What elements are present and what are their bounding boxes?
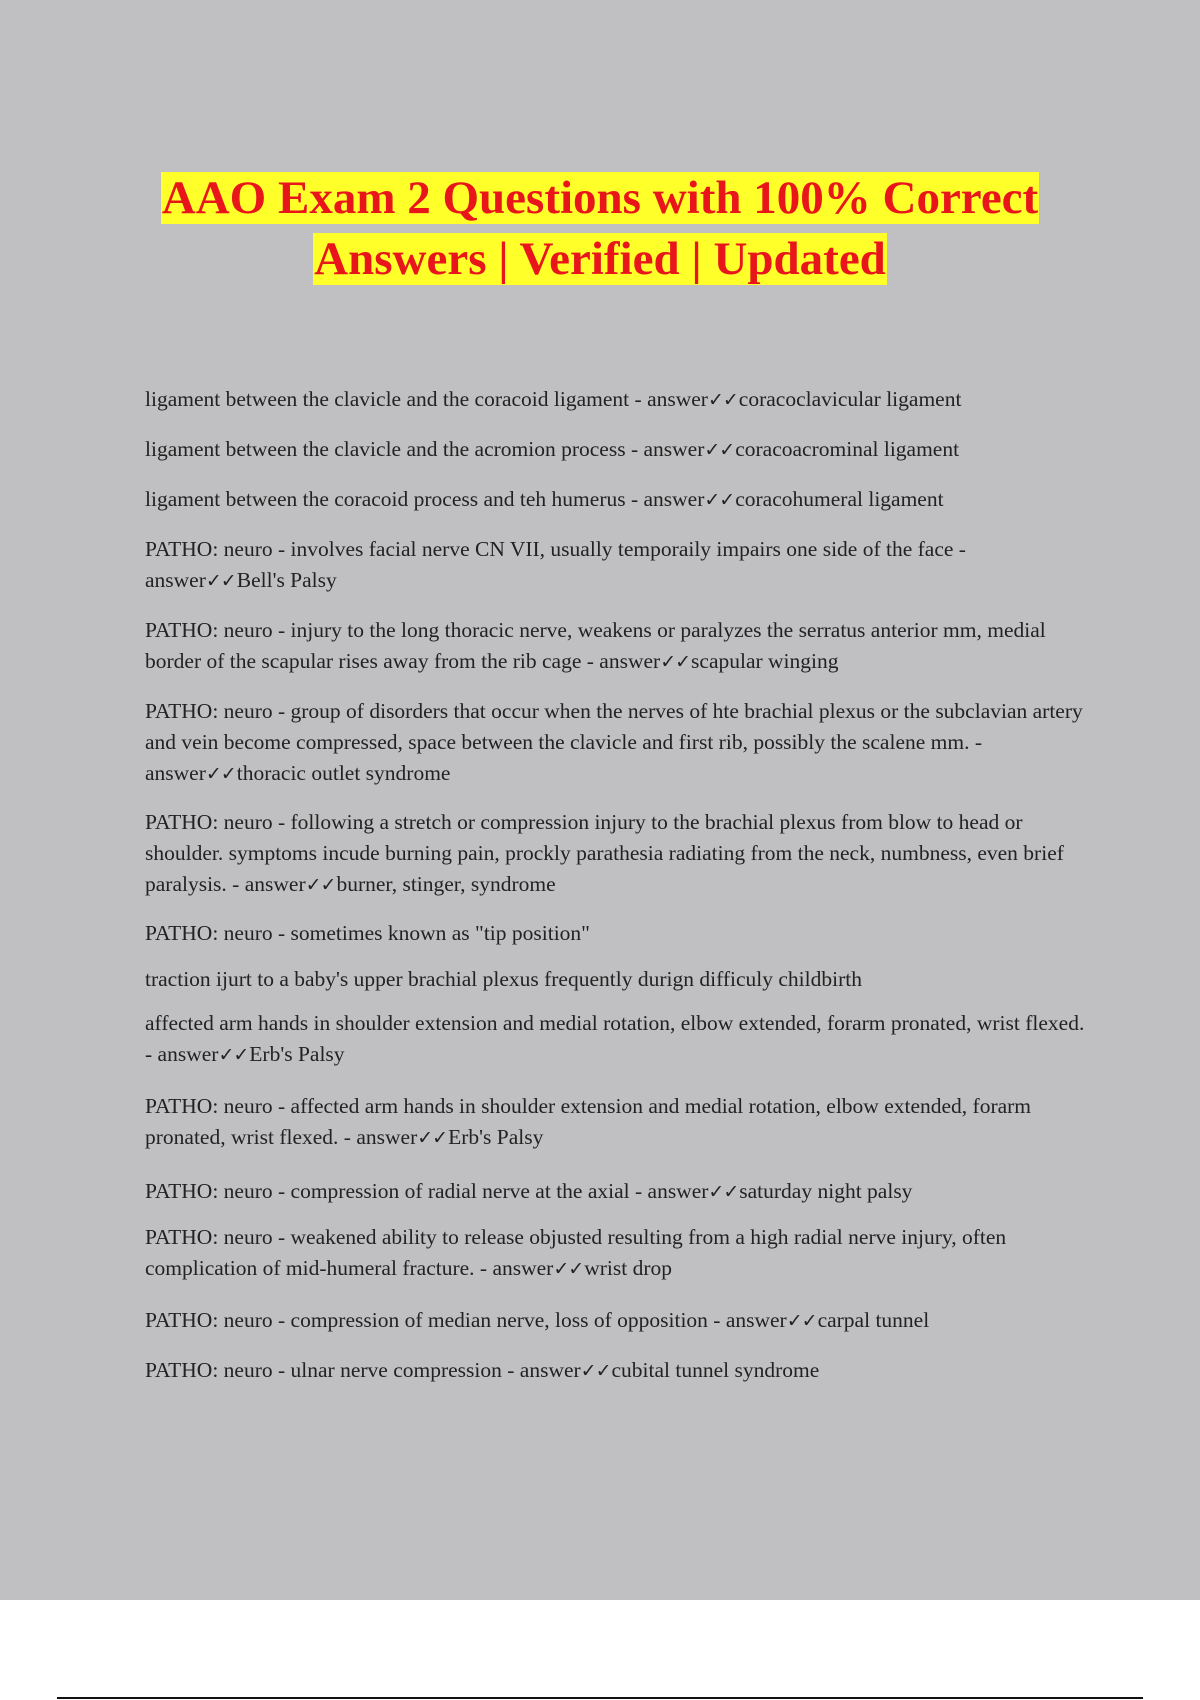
double-check-icon: ✓✓	[707, 389, 738, 411]
qa-item	[145, 1176, 1085, 1208]
question-text: PATHO: neuro - following a stretch or compression injury to the brachial plexus from blow to head or shoulder. symptoms incude burning pain, prockly parathesia radiating from the neck, numbness, even brief paralysis. -	[145, 810, 1064, 896]
answer-text: cubital tunnel syndrome	[611, 1358, 820, 1382]
answer-marker: answer	[643, 487, 705, 511]
question-text: affected arm hands in shoulder extension and medial rotation, elbow extended, forarm pronated, wrist flexed. -	[145, 1011, 1085, 1066]
qa-item	[145, 484, 1085, 516]
answer-text: coracoclavicular ligament	[738, 387, 962, 411]
double-check-icon: ✓✓	[553, 1258, 584, 1280]
question-text: ligament between the coracoid process and teh humerus -	[145, 487, 644, 511]
answer-marker: answer	[356, 1125, 418, 1149]
answer-text: Erb's Palsy	[249, 1042, 345, 1066]
double-check-icon: ✓✓	[704, 439, 735, 461]
title-line-2: Answers | Verified | Updated	[314, 233, 886, 285]
answer-marker: answer	[647, 387, 708, 411]
answer-marker: answer	[145, 761, 206, 785]
answer-text: burner, stinger, syndrome	[336, 872, 556, 896]
double-check-icon: ✓✓	[786, 1310, 817, 1332]
question-text: PATHO: neuro - weakened ability to release objusted resulting from a high radial nerve injury, often complication of mid-humeral fracture. -	[145, 1225, 1007, 1280]
question-text: PATHO: neuro - compression of median nerve, loss of opposition -	[145, 1308, 726, 1332]
answer-marker: answer	[643, 437, 705, 461]
answer-marker: answer	[145, 568, 206, 592]
answer-text: thoracic outlet syndrome	[236, 761, 451, 785]
qa-item	[145, 1222, 1085, 1285]
answer-text: carpal tunnel	[817, 1308, 930, 1332]
qa-item	[145, 1091, 1085, 1154]
double-check-icon: ✓✓	[708, 1181, 739, 1203]
qa-item	[145, 384, 1085, 416]
question-text: ligament between the clavicle and the coracoid ligament -	[145, 387, 648, 411]
qa-item	[145, 434, 1085, 466]
question-text: PATHO: neuro - involves facial nerve CN VII, usually temporaily impairs one side of the face -	[145, 537, 966, 561]
title-line-1: AAO Exam 2 Questions with 100% Correct	[161, 172, 1039, 224]
qa-item	[145, 918, 1085, 949]
answer-text: wrist drop	[584, 1256, 672, 1280]
double-check-icon: ✓✓	[305, 874, 336, 896]
question-text: PATHO: neuro - ulnar nerve compression -	[145, 1358, 520, 1382]
answer-marker: answer	[519, 1358, 581, 1382]
question-text: PATHO: neuro - compression of radial nerve at the axial -	[145, 1179, 648, 1203]
qa-item	[145, 1355, 1085, 1387]
qa-item	[145, 615, 1085, 678]
double-check-icon: ✓✓	[218, 1044, 249, 1066]
question-text: traction ijurt to a baby's upper brachial plexus frequently durign difficuly childbirth	[145, 967, 862, 991]
qa-item	[145, 1008, 1085, 1071]
answer-marker: answer	[244, 872, 306, 896]
qa-item	[145, 807, 1085, 901]
question-text: ligament between the clavicle and the acromion process -	[145, 437, 644, 461]
answer-text: coracoacrominal ligament	[735, 437, 960, 461]
answer-text: coracohumeral ligament	[735, 487, 944, 511]
double-check-icon: ✓✓	[205, 763, 236, 785]
qa-item	[145, 534, 1085, 597]
answer-text: scapular winging	[691, 649, 839, 673]
question-text: PATHO: neuro - injury to the long thoracic nerve, weakens or paralyzes the serratus anterior mm, medial border of the scapular rises away from the rib cage -	[145, 618, 1046, 673]
answer-text: Bell's Palsy	[236, 568, 337, 592]
answer-text: Erb's Palsy	[448, 1125, 544, 1149]
double-check-icon: ✓✓	[660, 651, 691, 673]
question-text: PATHO: neuro - group of disorders that occur when the nerves of hte brachial plexus or the subclavian artery and vein become compressed, space between the clavicle and first rib, possibly the scalene mm. -	[145, 699, 1083, 754]
question-text: PATHO: neuro - sometimes known as "tip position"	[145, 921, 590, 945]
qa-item	[145, 696, 1085, 790]
double-check-icon: ✓✓	[704, 489, 735, 511]
footer-divider	[57, 1697, 1143, 1699]
qa-item	[145, 1305, 1085, 1337]
answer-marker: answer	[157, 1042, 219, 1066]
double-check-icon: ✓✓	[580, 1360, 611, 1382]
answer-marker: answer	[647, 1179, 709, 1203]
answer-marker: answer	[599, 649, 661, 673]
question-text: PATHO: neuro - affected arm hands in shoulder extension and medial rotation, elbow extended, forarm pronated, wrist flexed. -	[145, 1094, 1032, 1149]
answer-text: saturday night palsy	[739, 1179, 913, 1203]
answer-marker: answer	[725, 1308, 787, 1332]
double-check-icon: ✓✓	[417, 1127, 448, 1149]
answer-marker: answer	[492, 1256, 554, 1280]
double-check-icon: ✓✓	[205, 570, 236, 592]
document-title	[0, 168, 1200, 290]
qa-item	[145, 964, 1085, 995]
